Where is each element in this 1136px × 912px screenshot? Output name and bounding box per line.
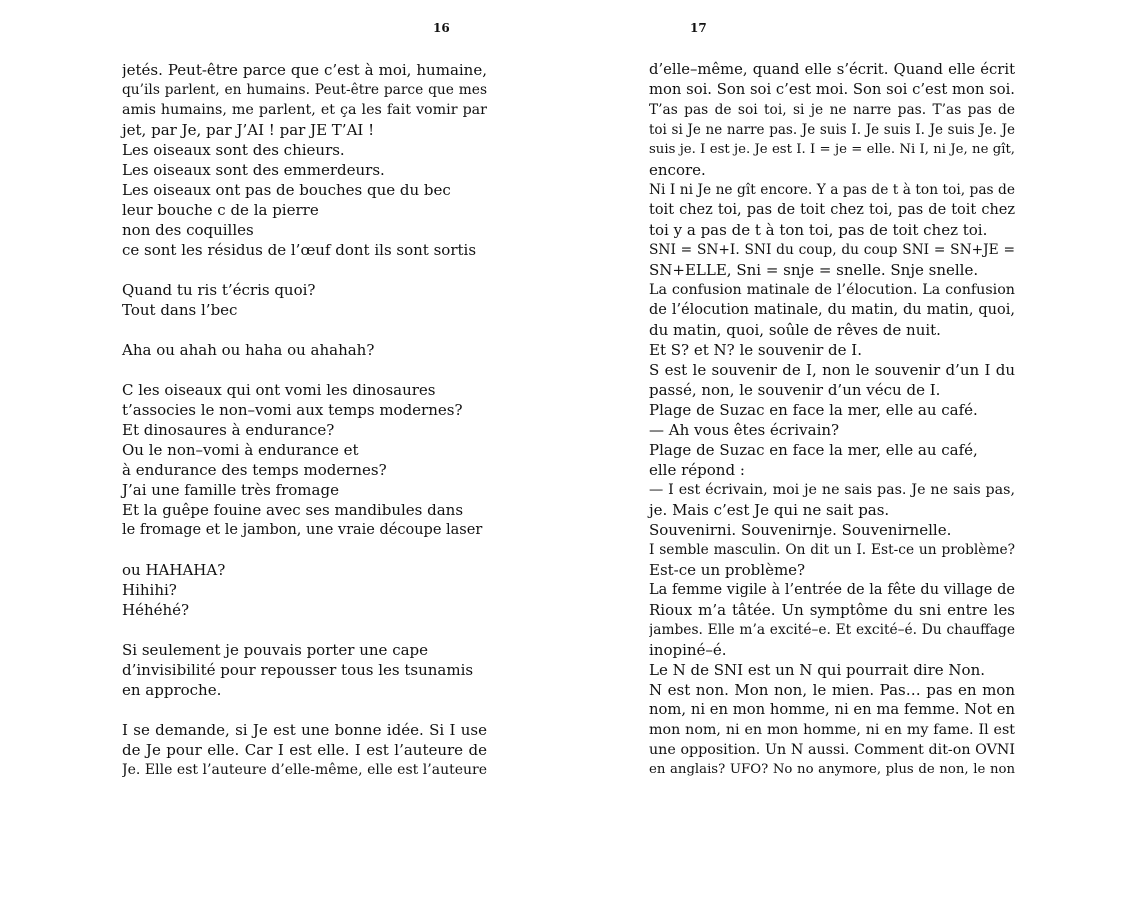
blank-line bbox=[122, 540, 487, 560]
text-line: en approche. bbox=[122, 681, 222, 699]
text-line: SN+ELLE, Sni = snje = snelle. Snje snelle. bbox=[649, 261, 979, 279]
text-line: toi y a pas de t à ton toi, pas de toit chez toi. bbox=[649, 221, 988, 239]
text-line: — I est écrivain, moi je ne sais pas. Je ne sais pas, bbox=[649, 482, 1015, 498]
text-line: de Je pour elle. Car I est elle. I est l’auteure de bbox=[122, 741, 487, 759]
text-line: Aha ou ahah ou haha ou ahahah? bbox=[122, 341, 375, 359]
text-line: Est-ce un problème? bbox=[649, 561, 806, 579]
text-line: t’associes le non–vomi aux temps modernes? bbox=[122, 401, 463, 419]
text-line: mon nom, ni en mon homme, ni en my fame. Il est bbox=[649, 722, 1015, 738]
text-line: nom, ni en mon homme, ni en ma femme. Not en bbox=[649, 701, 1015, 718]
text-line: Rioux m’a tâtée. Un symptôme du sni entre les bbox=[649, 601, 1015, 619]
text-line: toit chez toi, pas de toit chez toi, pas de toit chez bbox=[649, 202, 1015, 218]
left-page-text bbox=[122, 60, 487, 780]
text-line: mon soi. Son soi c’est moi. Son soi c’est mon soi. bbox=[649, 81, 1015, 98]
text-line: Si seulement je pouvais porter une cape bbox=[122, 641, 429, 659]
blank-line bbox=[122, 260, 487, 280]
text-line: Je. Elle est l’auteure d’elle-même, elle est l’auteure bbox=[122, 762, 487, 778]
text-line: passé, non, le souvenir d’un vécu de I. bbox=[649, 381, 941, 399]
text-line: Quand tu ris t’écris quoi? bbox=[122, 281, 316, 299]
text-line: C les oiseaux qui ont vomi les dinosaures bbox=[122, 381, 436, 399]
text-line: jet, par Je, par J’AI ! par JE T’AI ! bbox=[122, 121, 375, 139]
text-line: Ni I ni Je ne gît encore. Y a pas de t à ton toi, pas de bbox=[649, 182, 1015, 198]
text-line: La confusion matinale de l’élocution. La confusion bbox=[649, 282, 1015, 298]
text-line: Ou le non–vomi à endurance et bbox=[122, 441, 359, 459]
text-line: SNI = SN+I. SNI du coup, du coup SNI = SN+JE = bbox=[649, 242, 1015, 258]
text-line: qu’ils parlent, en humains. Peut-être parce que mes bbox=[122, 82, 487, 98]
text-line: suis je. I est je. Je est I. I = je = elle. Ni I, ni Je, ne gît, bbox=[649, 142, 1015, 157]
text-line: je. Mais c’est Je qui ne sait pas. bbox=[649, 501, 890, 519]
text-line: Les oiseaux ont pas de bouches que du bec bbox=[122, 181, 451, 199]
text-line: à endurance des temps modernes? bbox=[122, 461, 387, 479]
blank-line bbox=[122, 320, 487, 340]
page-number-right: 17 bbox=[690, 21, 707, 35]
text-line: jambes. Elle m’a excité–e. Et excité–é. Du chauffage bbox=[649, 622, 1015, 638]
text-line: ou HAHAHA? bbox=[122, 561, 226, 579]
text-line: du matin, quoi, soûle de rêves de nuit. bbox=[649, 321, 941, 339]
text-line: Et S? et N? le souvenir de I. bbox=[649, 341, 862, 359]
text-line: Héhéhé? bbox=[122, 601, 190, 619]
text-line: Plage de Suzac en face la mer, elle au café, bbox=[649, 441, 978, 459]
text-line: I semble masculin. On dit un I. Est-ce un problème? bbox=[649, 542, 1015, 558]
text-line: d’invisibilité pour repousser tous les tsunamis bbox=[122, 661, 474, 679]
text-line: d’elle–même, quand elle s’écrit. Quand elle écrit bbox=[649, 61, 1015, 78]
blank-line bbox=[122, 620, 487, 640]
text-line: ce sont les résidus de l’œuf dont ils sont sortis bbox=[122, 241, 477, 259]
text-line: de l’élocution matinale, du matin, du matin, quoi, bbox=[649, 302, 1015, 318]
text-line: Tout dans l’bec bbox=[122, 301, 238, 319]
text-line: une opposition. Un N aussi. Comment dit-on OVNI bbox=[649, 742, 1015, 758]
text-line: Et dinosaures à endurance? bbox=[122, 421, 335, 439]
text-line: S est le souvenir de I, non le souvenir d’un I du bbox=[649, 361, 1015, 379]
right-page-text bbox=[649, 60, 1015, 780]
text-line: T’as pas de soi toi, si je ne narre pas. T’as pas de bbox=[649, 102, 1015, 118]
text-line: Plage de Suzac en face la mer, elle au café. bbox=[649, 401, 978, 419]
text-line: N est non. Mon non, le mien. Pas… pas en mon bbox=[649, 681, 1015, 699]
text-line: inopiné–é. bbox=[649, 641, 727, 659]
text-line: elle répond : bbox=[649, 461, 745, 479]
text-line: amis humains, me parlent, et ça les fait vomir par bbox=[122, 102, 487, 118]
text-line: toi si Je ne narre pas. Je suis I. Je suis I. Je suis Je. Je bbox=[649, 122, 1015, 138]
text-line: Les oiseaux sont des chieurs. bbox=[122, 141, 345, 159]
text-line: non des coquilles bbox=[122, 221, 254, 239]
text-line: leur bouche c de la pierre bbox=[122, 201, 319, 219]
text-line: jetés. Peut-être parce que c’est à moi, humaine, bbox=[122, 61, 487, 79]
text-line: le fromage et le jambon, une vraie découpe laser bbox=[122, 522, 483, 538]
text-line: J’ai une famille très fromage bbox=[122, 481, 339, 499]
text-line: La femme vigile à l’entrée de la fête du village de bbox=[649, 582, 1015, 598]
text-line: Hihihi? bbox=[122, 581, 177, 599]
blank-line bbox=[122, 700, 487, 720]
text-line: en anglais? UFO? No no anymore, plus de non, le non bbox=[649, 762, 1015, 777]
text-line: — Ah vous êtes écrivain? bbox=[649, 421, 840, 439]
text-line: Et la guêpe fouine avec ses mandibules dans bbox=[122, 501, 464, 519]
text-line: encore. bbox=[649, 161, 706, 179]
blank-line bbox=[122, 360, 487, 380]
page-number-left: 16 bbox=[433, 21, 450, 35]
text-line: Les oiseaux sont des emmerdeurs. bbox=[122, 161, 385, 179]
text-line: Le N de SNI est un N qui pourrait dire Non. bbox=[649, 661, 985, 679]
text-line: Souvenirni. Souvenirnje. Souvenirnelle. bbox=[649, 521, 952, 539]
text-line: I se demande, si Je est une bonne idée. Si I use bbox=[122, 721, 487, 739]
